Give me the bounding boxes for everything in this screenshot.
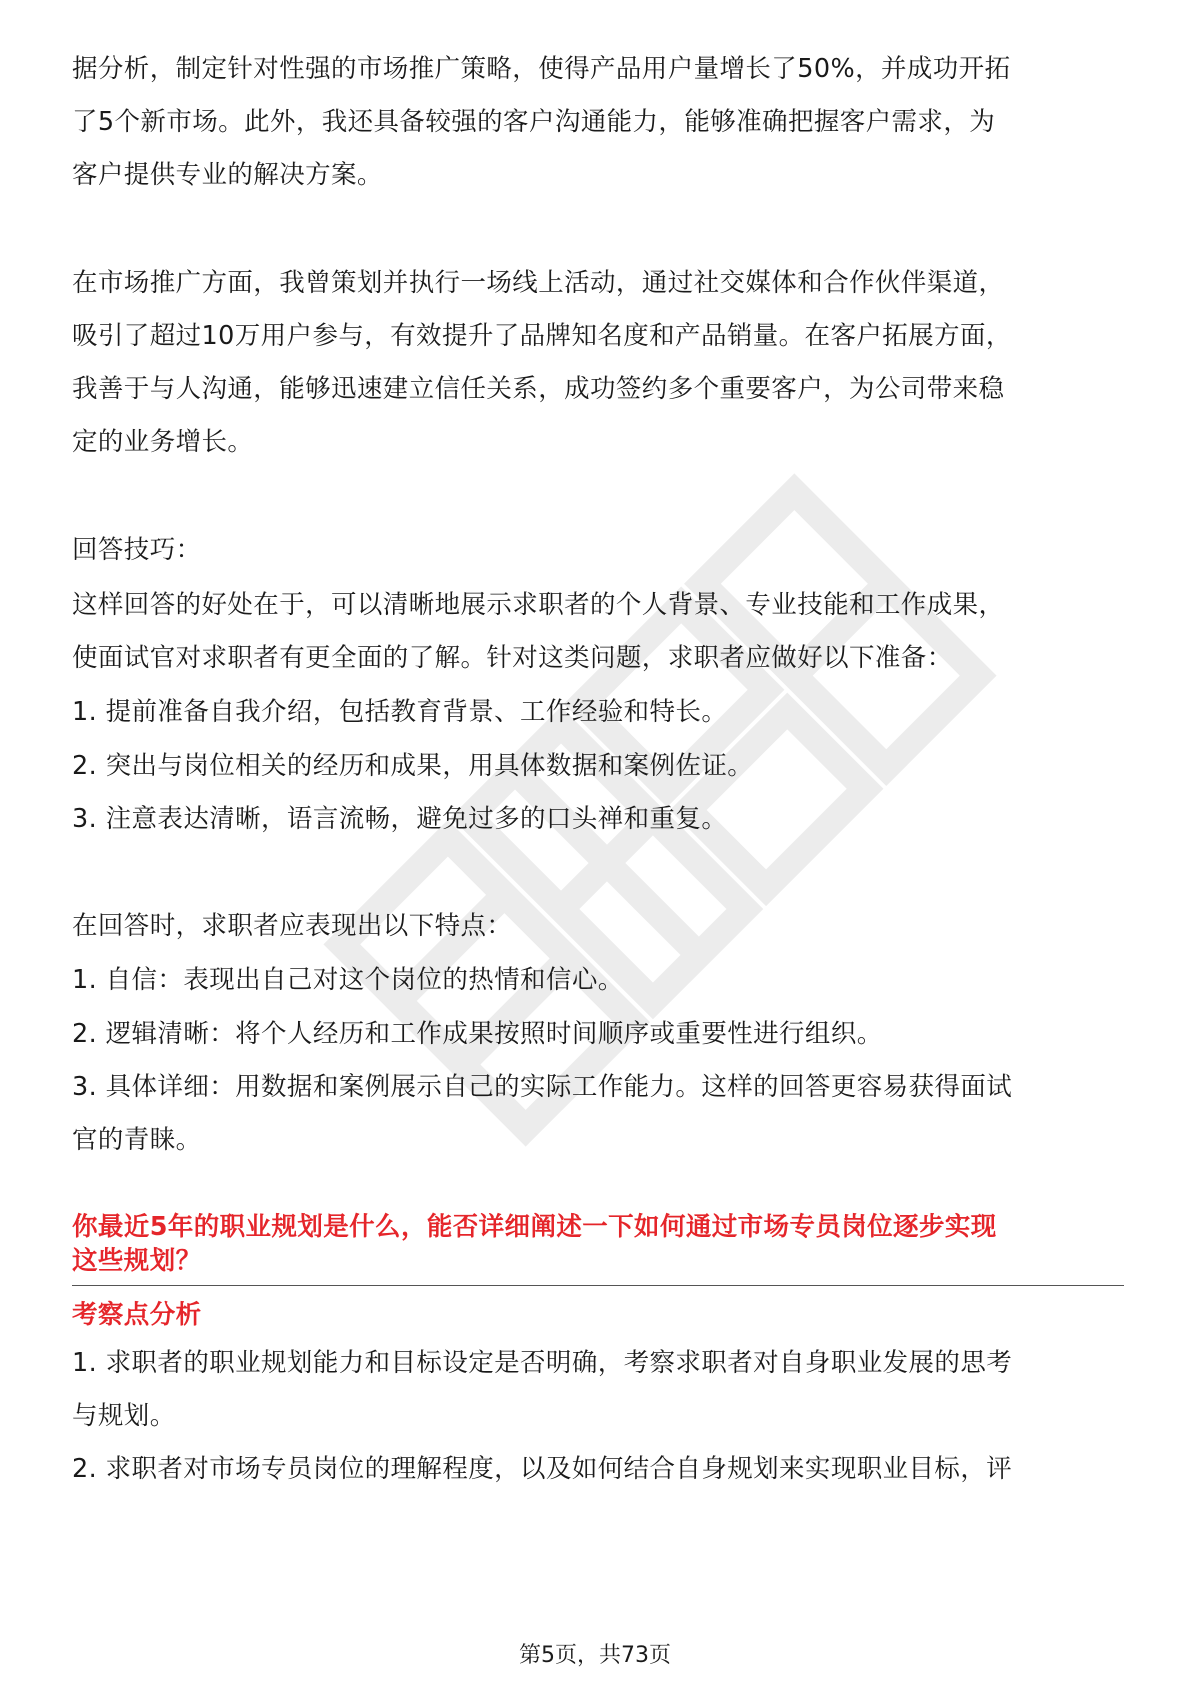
question-heading: 你最近5年的职业规划是什么，能否详细阐述一下如何通过市场专员岗位逐步实现 xyxy=(72,1212,997,1242)
body-text-line: 客户提供专业的解决方案。 xyxy=(72,160,383,190)
body-text-line: 定的业务增长。 xyxy=(72,427,254,457)
body-text-line: 在市场推广方面，我曾策划并执行一场线上活动，通过社交媒体和合作伙伴渠道， xyxy=(72,268,1005,298)
body-text-line: 据分析，制定针对性强的市场推广策略，使得产品用户量增长了50%，并成功开拓 xyxy=(72,54,1011,84)
body-text-line: 这样回答的好处在于，可以清晰地展示求职者的个人背景、专业技能和工作成果， xyxy=(72,590,1005,620)
list-item: 1. 求职者的职业规划能力和目标设定是否明确，考察求职者对自身职业发展的思考 xyxy=(72,1348,1013,1378)
document-page xyxy=(72,0,1122,1684)
list-item: 官的青睐。 xyxy=(72,1125,202,1155)
list-item: 与规划。 xyxy=(72,1401,176,1431)
list-item: 2. 求职者对市场专员岗位的理解程度，以及如何结合自身规划来实现职业目标，评 xyxy=(72,1454,1013,1484)
body-text-line: 吸引了超过10万用户参与，有效提升了品牌知名度和产品销量。在客户拓展方面， xyxy=(72,321,1012,351)
list-item: 1. 自信：表现出自己对这个岗位的热情和信心。 xyxy=(72,965,624,995)
list-item: 3. 注意表达清晰，语言流畅，避免过多的口头禅和重复。 xyxy=(72,804,728,834)
body-text-line: 在回答时，求职者应表现出以下特点： xyxy=(72,911,513,941)
section-heading: 考察点分析 xyxy=(72,1300,202,1330)
list-item: 1. 提前准备自我介绍，包括教育背景、工作经验和特长。 xyxy=(72,697,728,727)
body-text-line: 了5个新市场。此外，我还具备较强的客户沟通能力，能够准确把握客户需求，为 xyxy=(72,107,996,137)
list-item: 3. 具体详细：用数据和案例展示自己的实际工作能力。这样的回答更容易获得面试 xyxy=(72,1072,1013,1102)
question-heading: 这些规划？ xyxy=(72,1246,202,1276)
list-item: 2. 逻辑清晰：将个人经历和工作成果按照时间顺序或重要性进行组织。 xyxy=(72,1019,883,1049)
body-text-line: 我善于与人沟通，能够迅速建立信任关系，成功签约多个重要客户，为公司带来稳 xyxy=(72,374,1005,404)
body-text-line: 使面试官对求职者有更全面的了解。针对这类问题，求职者应做好以下准备： xyxy=(72,643,953,673)
section-label: 回答技巧： xyxy=(72,535,202,565)
section-divider xyxy=(72,1285,1124,1286)
page-number: 第5页，共73页 xyxy=(519,1643,671,1668)
list-item: 2. 突出与岗位相关的经历和成果，用具体数据和案例佐证。 xyxy=(72,751,754,781)
